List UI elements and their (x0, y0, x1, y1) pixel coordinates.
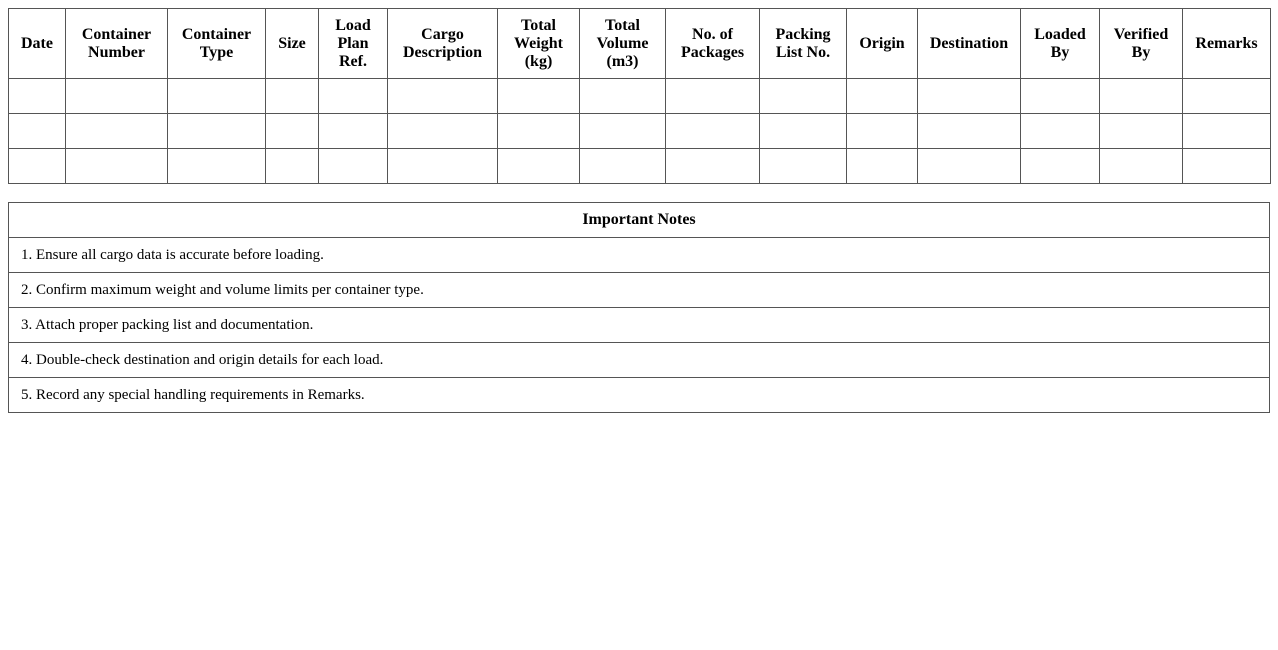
notes-title: Important Notes (9, 203, 1270, 238)
note-item-4: 4. Double-check destination and origin details for each load. (9, 343, 1270, 378)
table-cell[interactable] (498, 79, 580, 114)
table-cell[interactable] (266, 149, 319, 184)
table-cell[interactable] (168, 114, 266, 149)
page-content (8, 8, 1270, 413)
table-cell[interactable] (1183, 149, 1271, 184)
table-cell[interactable] (319, 149, 388, 184)
table-cell[interactable] (580, 149, 666, 184)
table-cell[interactable] (580, 114, 666, 149)
table-cell[interactable] (1021, 149, 1100, 184)
table-row (9, 79, 1271, 114)
header-total-volume: Total Volume (m3) (580, 9, 666, 79)
header-packing-list-no: Packing List No. (760, 9, 847, 79)
table-cell[interactable] (847, 149, 918, 184)
table-cell[interactable] (66, 149, 168, 184)
list-item (9, 273, 1270, 308)
table-cell[interactable] (1183, 114, 1271, 149)
header-container-number: Container Number (66, 9, 168, 79)
header-destination: Destination (918, 9, 1021, 79)
header-load-plan-ref: Load Plan Ref. (319, 9, 388, 79)
table-cell[interactable] (1100, 149, 1183, 184)
table-cell[interactable] (760, 114, 847, 149)
table-cell[interactable] (168, 79, 266, 114)
table-cell[interactable] (168, 149, 266, 184)
table-cell[interactable] (666, 114, 760, 149)
list-item (9, 343, 1270, 378)
table-cell[interactable] (388, 149, 498, 184)
table-cell[interactable] (918, 149, 1021, 184)
table-cell[interactable] (9, 149, 66, 184)
table-cell[interactable] (66, 79, 168, 114)
table-cell[interactable] (918, 79, 1021, 114)
note-item-2: 2. Confirm maximum weight and volume limits per container type. (9, 273, 1270, 308)
table-cell[interactable] (388, 114, 498, 149)
table-row (9, 149, 1271, 184)
table-header-row (9, 9, 1271, 79)
list-item (9, 378, 1270, 413)
table-cell[interactable] (498, 149, 580, 184)
table-cell[interactable] (388, 79, 498, 114)
table-cell[interactable] (847, 79, 918, 114)
header-verified-by: Verified By (1100, 9, 1183, 79)
table-cell[interactable] (1100, 114, 1183, 149)
container-load-table (8, 8, 1271, 184)
note-item-5: 5. Record any special handling requirements in Remarks. (9, 378, 1270, 413)
table-cell[interactable] (666, 79, 760, 114)
table-cell[interactable] (266, 79, 319, 114)
table-cell[interactable] (319, 79, 388, 114)
table-cell[interactable] (918, 114, 1021, 149)
table-row (9, 114, 1271, 149)
header-loaded-by: Loaded By (1021, 9, 1100, 79)
list-item (9, 308, 1270, 343)
table-cell[interactable] (666, 149, 760, 184)
table-cell[interactable] (1021, 79, 1100, 114)
header-size: Size (266, 9, 319, 79)
header-origin: Origin (847, 9, 918, 79)
header-container-type: Container Type (168, 9, 266, 79)
table-cell[interactable] (319, 114, 388, 149)
list-item (9, 238, 1270, 273)
table-cell[interactable] (9, 114, 66, 149)
table-cell[interactable] (847, 114, 918, 149)
table-cell[interactable] (580, 79, 666, 114)
important-notes-table (8, 202, 1270, 413)
table-cell[interactable] (266, 114, 319, 149)
header-no-of-packages: No. of Packages (666, 9, 760, 79)
note-item-3: 3. Attach proper packing list and documentation. (9, 308, 1270, 343)
table-cell[interactable] (66, 114, 168, 149)
header-date: Date (9, 9, 66, 79)
header-total-weight: Total Weight (kg) (498, 9, 580, 79)
table-cell[interactable] (760, 149, 847, 184)
table-cell[interactable] (1183, 79, 1271, 114)
table-cell[interactable] (1021, 114, 1100, 149)
table-cell[interactable] (1100, 79, 1183, 114)
table-cell[interactable] (760, 79, 847, 114)
notes-header-row (9, 203, 1270, 238)
note-item-1: 1. Ensure all cargo data is accurate before loading. (9, 238, 1270, 273)
header-cargo-description: Cargo Description (388, 9, 498, 79)
header-remarks: Remarks (1183, 9, 1271, 79)
table-cell[interactable] (9, 79, 66, 114)
table-cell[interactable] (498, 114, 580, 149)
